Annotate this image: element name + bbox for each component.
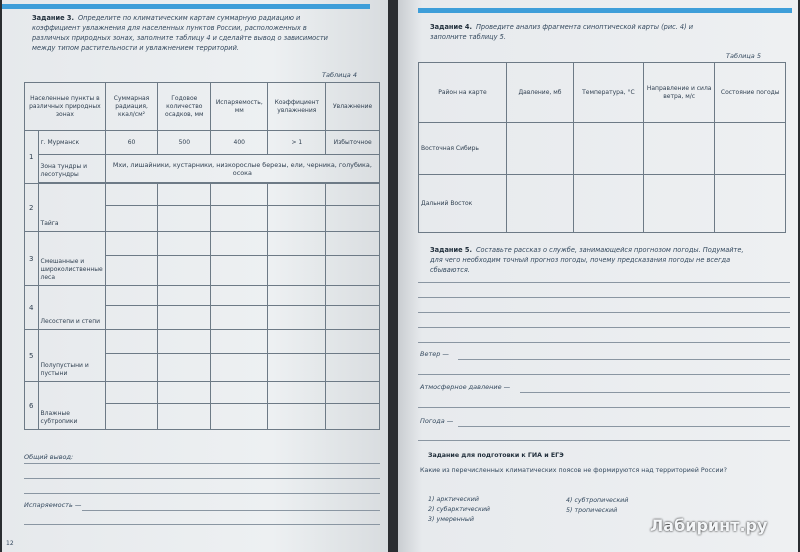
table5-label: Таблица 5 <box>726 52 761 60</box>
col-header-coefficient: Коэффициент увлажнения <box>268 83 326 131</box>
task4 <box>430 22 730 42</box>
region-cell: Дальний Восток <box>419 175 507 233</box>
row-number: 3 <box>25 232 39 286</box>
zone-cell: Тайга <box>38 184 105 232</box>
table-row <box>419 175 786 233</box>
left-page <box>2 0 388 552</box>
gia-question: Какие из перечисленных климатических поясов не формируются над территорией России? <box>420 467 727 474</box>
precipitation-cell: 500 <box>158 131 211 155</box>
task5 <box>430 245 750 275</box>
option-1: 1) арктический <box>428 496 479 503</box>
col-header-weather: Состояние погоды <box>715 63 786 123</box>
zone-cell: Полупустыни и пустыни <box>38 330 105 382</box>
header-bar <box>418 8 792 13</box>
zone-cell: Смешанные и широколиственные леса <box>38 232 105 286</box>
table-row <box>25 184 380 206</box>
col-header-pressure: Давление, мб <box>506 63 573 123</box>
task3 <box>32 13 340 53</box>
table-row <box>419 123 786 175</box>
write-line <box>418 407 790 408</box>
zone-cell: Влажные субтропики <box>38 382 105 430</box>
region-cell: Восточная Сибирь <box>419 123 507 175</box>
col-header-temperature: Температура, °С <box>573 63 643 123</box>
table-row <box>25 155 380 183</box>
task4-text: Проведите анализ фрагмента синоптической карты (рис. 4) и заполните таблицу 5. <box>430 23 694 41</box>
col-header-moisture: Увлажнение <box>326 83 380 131</box>
right-page <box>398 0 798 552</box>
col-header-precipitation: Годовое количество осадков, мм <box>158 83 211 131</box>
write-line <box>24 463 380 464</box>
task5-text: Составьте рассказ о службе, занимающейся прогнозом погоды. Подумайте, для чего необходим точный прогноз погоды, почему предсказания погоды не всегда сбываются. <box>430 246 744 274</box>
task4-label: Задание 4. <box>430 23 472 31</box>
table-row <box>25 286 380 306</box>
write-line <box>418 282 790 283</box>
option-2: 2) субарктический <box>428 506 491 513</box>
write-line <box>458 426 790 427</box>
table4-header-row <box>25 83 380 131</box>
task3-text: Определите по климатическим картам суммарную радиацию и коэффициент увлажнения для населенных пунктов России, расположенных в различных природных зонах, заполните таблицу 4 и сделайте вывод о зависимости между типом растительности и увлажнением территорий. <box>32 14 328 52</box>
table4 <box>24 82 380 430</box>
vegetation-cell: Мхи, лишайники, кустарники, низкорослые березы, ели, черника, голубика, осока <box>105 155 379 183</box>
table5 <box>418 62 786 233</box>
write-line <box>418 342 790 343</box>
general-conclusion-label: Общий вывод: <box>24 453 74 461</box>
col-header-wind: Направление и сила ветра, м/с <box>643 63 715 123</box>
zone-cell: Зона тундры и лесотундры <box>38 155 105 183</box>
evaporation-label: Испаряемость — <box>24 501 82 509</box>
watermark-logo: Лабиринт.ру <box>650 516 768 535</box>
write-line <box>82 510 380 511</box>
wind-label: Ветер — <box>420 350 449 358</box>
row-number: 5 <box>25 330 39 382</box>
weather-label: Погода — <box>420 417 454 425</box>
task5-label: Задание 5. <box>430 246 472 254</box>
evaporation-cell: 400 <box>211 131 268 155</box>
city-cell: г. Мурманск <box>38 131 105 155</box>
option-3: 3) умеренный <box>428 516 474 523</box>
table-row <box>25 382 380 404</box>
coefficient-cell: > 1 <box>268 131 326 155</box>
table-row <box>25 330 380 354</box>
header-bar <box>2 4 370 9</box>
write-line <box>418 297 790 298</box>
table-row <box>25 232 380 256</box>
col-header-region: Район на карте <box>419 63 507 123</box>
write-line <box>24 524 380 525</box>
write-line <box>418 440 790 441</box>
gia-title: Задание для подготовки к ГИА и ЕГЭ <box>428 452 564 459</box>
option-4: 4) субтропический <box>566 497 629 504</box>
col-header-evaporation: Испаряемость, мм <box>211 83 268 131</box>
write-line <box>418 327 790 328</box>
write-line <box>24 493 380 494</box>
table-row <box>25 131 380 155</box>
write-line <box>24 478 380 479</box>
row-number: 1 <box>25 131 39 184</box>
row-number: 4 <box>25 286 39 330</box>
write-line <box>520 392 790 393</box>
col-header-radiation: Суммарная радиация, ккал/см² <box>105 83 158 131</box>
option-5: 5) тропический <box>566 507 618 514</box>
moisture-cell: Избыточное <box>326 131 380 155</box>
task3-label: Задание 3. <box>32 14 74 22</box>
radiation-cell: 60 <box>105 131 158 155</box>
write-line <box>418 374 790 375</box>
col-header-locations: Населенные пункты в различных природных зонах <box>25 83 106 131</box>
write-line <box>458 359 790 360</box>
row-number: 2 <box>25 184 39 232</box>
table5-header-row <box>419 63 786 123</box>
page-number: 12 <box>6 540 14 547</box>
table4-label: Таблица 4 <box>322 71 357 79</box>
write-line <box>418 312 790 313</box>
pressure-label: Атмосферное давление — <box>420 383 511 391</box>
row-number: 6 <box>25 382 39 430</box>
zone-cell: Лесостепи и степи <box>38 286 105 330</box>
